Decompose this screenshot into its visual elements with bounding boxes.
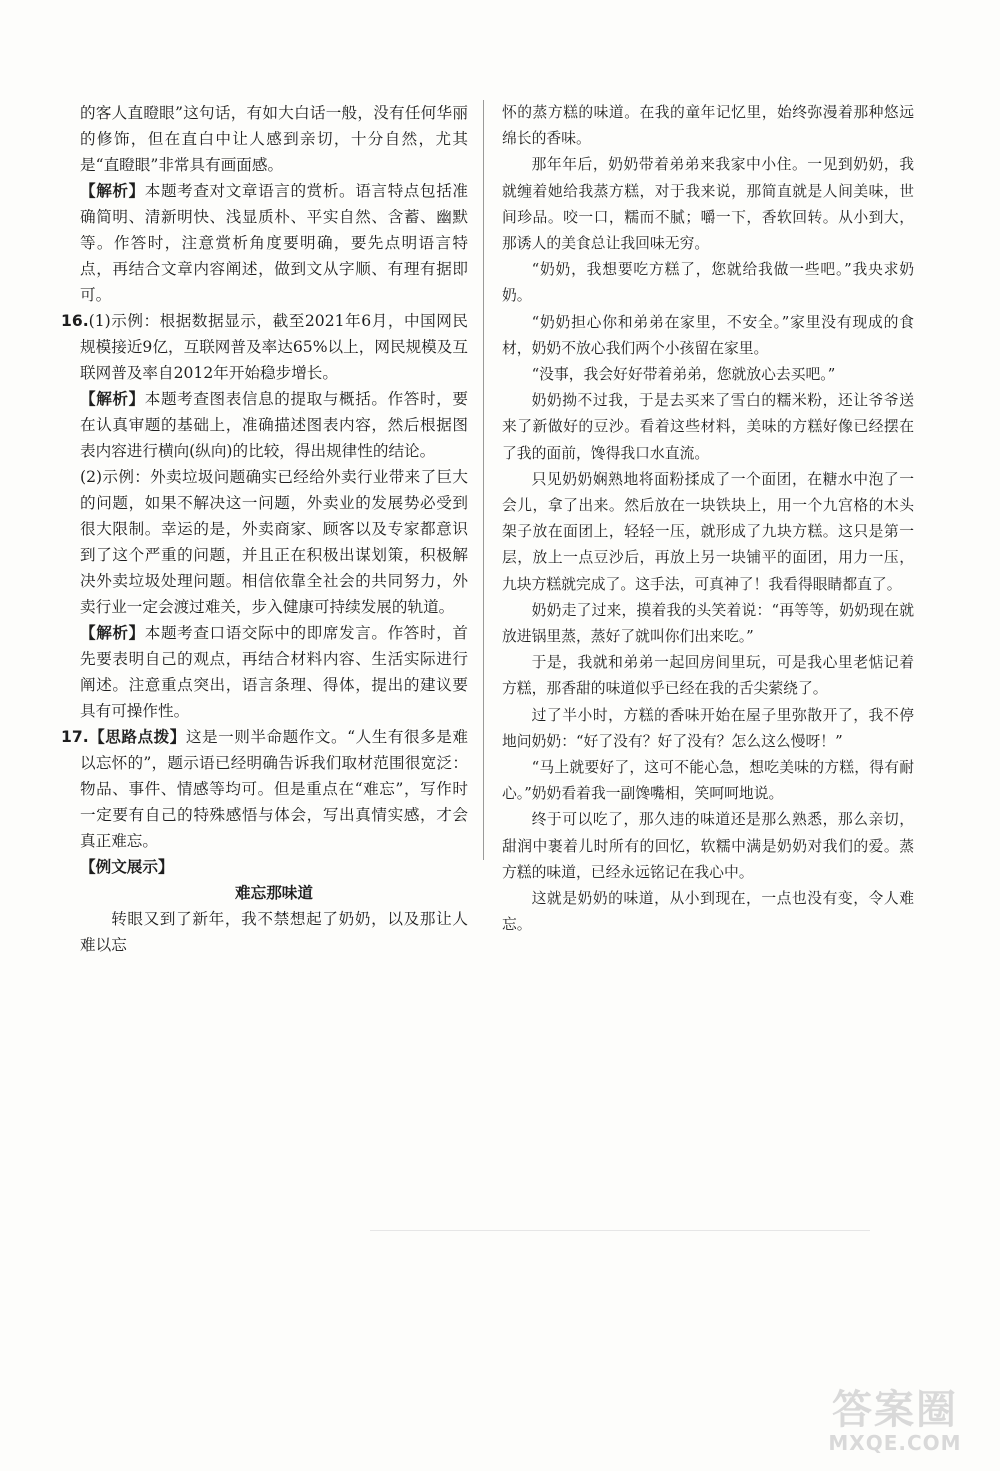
essay-paragraph-start: 转眼又到了新年，我不禁想起了奶奶，以及那让人难以忘 [80,910,468,954]
faint-scan-line [370,1230,870,1231]
column-divider [483,100,484,860]
essay-paragraph: 于是，我就和弟弟一起回房间里玩，可是我心里老惦记着方糕，那香甜的味道似乎已经在我的舌尖萦绕了。 [502,654,914,698]
essay-paragraph: “马上就要好了，这可不能心急，想吃美味的方糕，得有耐心。”奶奶看着我一副馋嘴相，笑呵呵地说。 [502,759,914,803]
watermark-en: MXQE.COM [828,1431,962,1455]
analysis-tag: 【解析】 [80,390,145,408]
essay-paragraph: 怀的蒸方糕的味道。在我的童年记忆里，始终弥漫着那种悠远绵长的香味。 [502,104,914,148]
answer-15-text: 的客人直瞪眼”这句话，有如大白话一般，没有任何华丽的修饰，但在直白中让人感到亲切，十分自然，尤其是“直瞪眼”非常具有画面感。 [80,104,468,174]
essay-paragraph: 终于可以吃了，那久违的味道还是那么熟悉，那么亲切，甜润中裹着儿时所有的回忆，软糯中满是奶奶对我们的爱。蒸方糕的味道，已经永远铭记在我心中。 [502,811,914,881]
answer-16-part1 [61,308,468,386]
analysis-16-part1-text: 本题考查图表信息的提取与概括。作答时，要在认真审题的基础上，准确描述图表内容，然后根据图表内容进行横向(纵向)的比较，得出规律性的结论。 [80,390,468,460]
essay-paragraph: 过了半小时，方糕的香味开始在屋子里弥散开了，我不停地问奶奶：“好了没有？好了没有？怎么这么慢呀！” [502,706,914,750]
answer-16-part1-text: (1)示例：根据数据显示，截至2021年6月，中国网民规模接近9亿，互联网普及率达65%以上，网民规模及互联网普及率自2012年开始稳步增长。 [80,312,468,382]
essay-paragraph: 只见奶奶娴熟地将面粉揉成了一个面团，在糖水中泡了一会儿，拿了出来。然后放在一块铁块上，用一个九宫格的木头架子放在面团上，轻轻一压，就形成了九块方糕。这只是第一层，放上一点豆沙后，再放上另一块铺平的面团，用力一压，九块方糕就完成了。这手法，可真神了！我看得眼睛都直了。 [502,470,914,593]
essay-paragraph: 奶奶走了过来，摸着我的头笑着说：“再等等，奶奶现在就放进锅里蒸，蒸好了就叫你们出来吃。” [502,601,914,646]
analysis-tag: 【解析】 [80,624,145,642]
analysis-15 [80,178,468,308]
question-number-16: 16. [61,312,89,330]
watermark-cn: 答案圈 [832,1387,958,1433]
analysis-16-part1 [80,386,468,464]
essay-paragraph: 这就是奶奶的味道，从小到现在，一点也没有变，令人难忘。 [502,890,914,934]
answer-16-part2: (2)示例：外卖垃圾问题确实已经给外卖行业带来了巨大的问题，如果不解决这一问题，外卖业的发展势必受到很大限制。幸运的是，外卖商家、顾客以及专家都意识到了这个严重的问题，并且正在积极出谋划策，积极解决外卖垃圾处理问题。相信依靠全社会的共同努力，外卖行业一定会渡过难关，步入健康可持续发展的轨道。 [80,468,468,616]
analysis-16-part2 [80,620,468,724]
question-number-17: 17. [61,728,89,746]
essay-paragraph: “奶奶担心你和弟弟在家里，不安全。”家里没有现成的食材，奶奶不放心我们两个小孩留在家里。 [502,313,914,357]
essay-title: 难忘那味道 [235,884,313,902]
hint-tag: 【思路点拨】 [88,728,186,746]
left-column [61,100,468,958]
essay-paragraph: 那年年后，奶奶带着弟弟来我家中小住。一见到奶奶，我就缠着她给我蒸方糕，对于我来说，那简直就是人间美味，世间珍品。咬一口，糯而不腻；嚼一下，香软回转。从小到大，那诱人的美食总让我回味无穷。 [502,156,914,253]
right-column [502,100,914,939]
essay-paragraph: “没事，我会好好带着弟弟，您就放心去买吧。” [531,366,836,384]
essay-paragraph: 奶奶拗不过我，于是去买来了雪白的糯米粉，还让爷爷送来了新做好的豆沙。看着这些材料，美味的方糕好像已经摆在了我的面前，馋得我口水直流。 [502,392,914,462]
sample-essay-tag: 【例文展示】 [80,858,174,876]
analysis-15-text: 本题考查对文章语言的赏析。语言特点包括准确简明、清新明快、浅显质朴、平实自然、含蓄、幽默等。作答时，注意赏析角度要明确，要先点明语言特点，再结合文章内容阐述，做到文从字顺、有理有据即可。 [80,182,468,304]
analysis-tag: 【解析】 [80,182,145,200]
analysis-16-part2-text: 本题考查口语交际中的即席发言。作答时，首先要表明自己的观点，再结合材料内容、生活实际进行阐述。注意重点突出，语言条理、得体，提出的建议要具有可操作性。 [80,624,468,720]
answer-17-text: 这是一则半命题作文。“人生有很多是难以忘怀的”，题示语已经明确告诉我们取材范围很宽泛：物品、事件、情感等均可。但是重点在“难忘”，写作时一定要有自己的特殊感悟与体会，写出真情实感，才会真正难忘。 [80,728,468,850]
essay-paragraph: “奶奶，我想要吃方糕了，您就给我做一些吧。”我央求奶奶。 [502,261,914,305]
answer-17 [61,724,468,854]
site-watermark-logo [810,1388,980,1460]
